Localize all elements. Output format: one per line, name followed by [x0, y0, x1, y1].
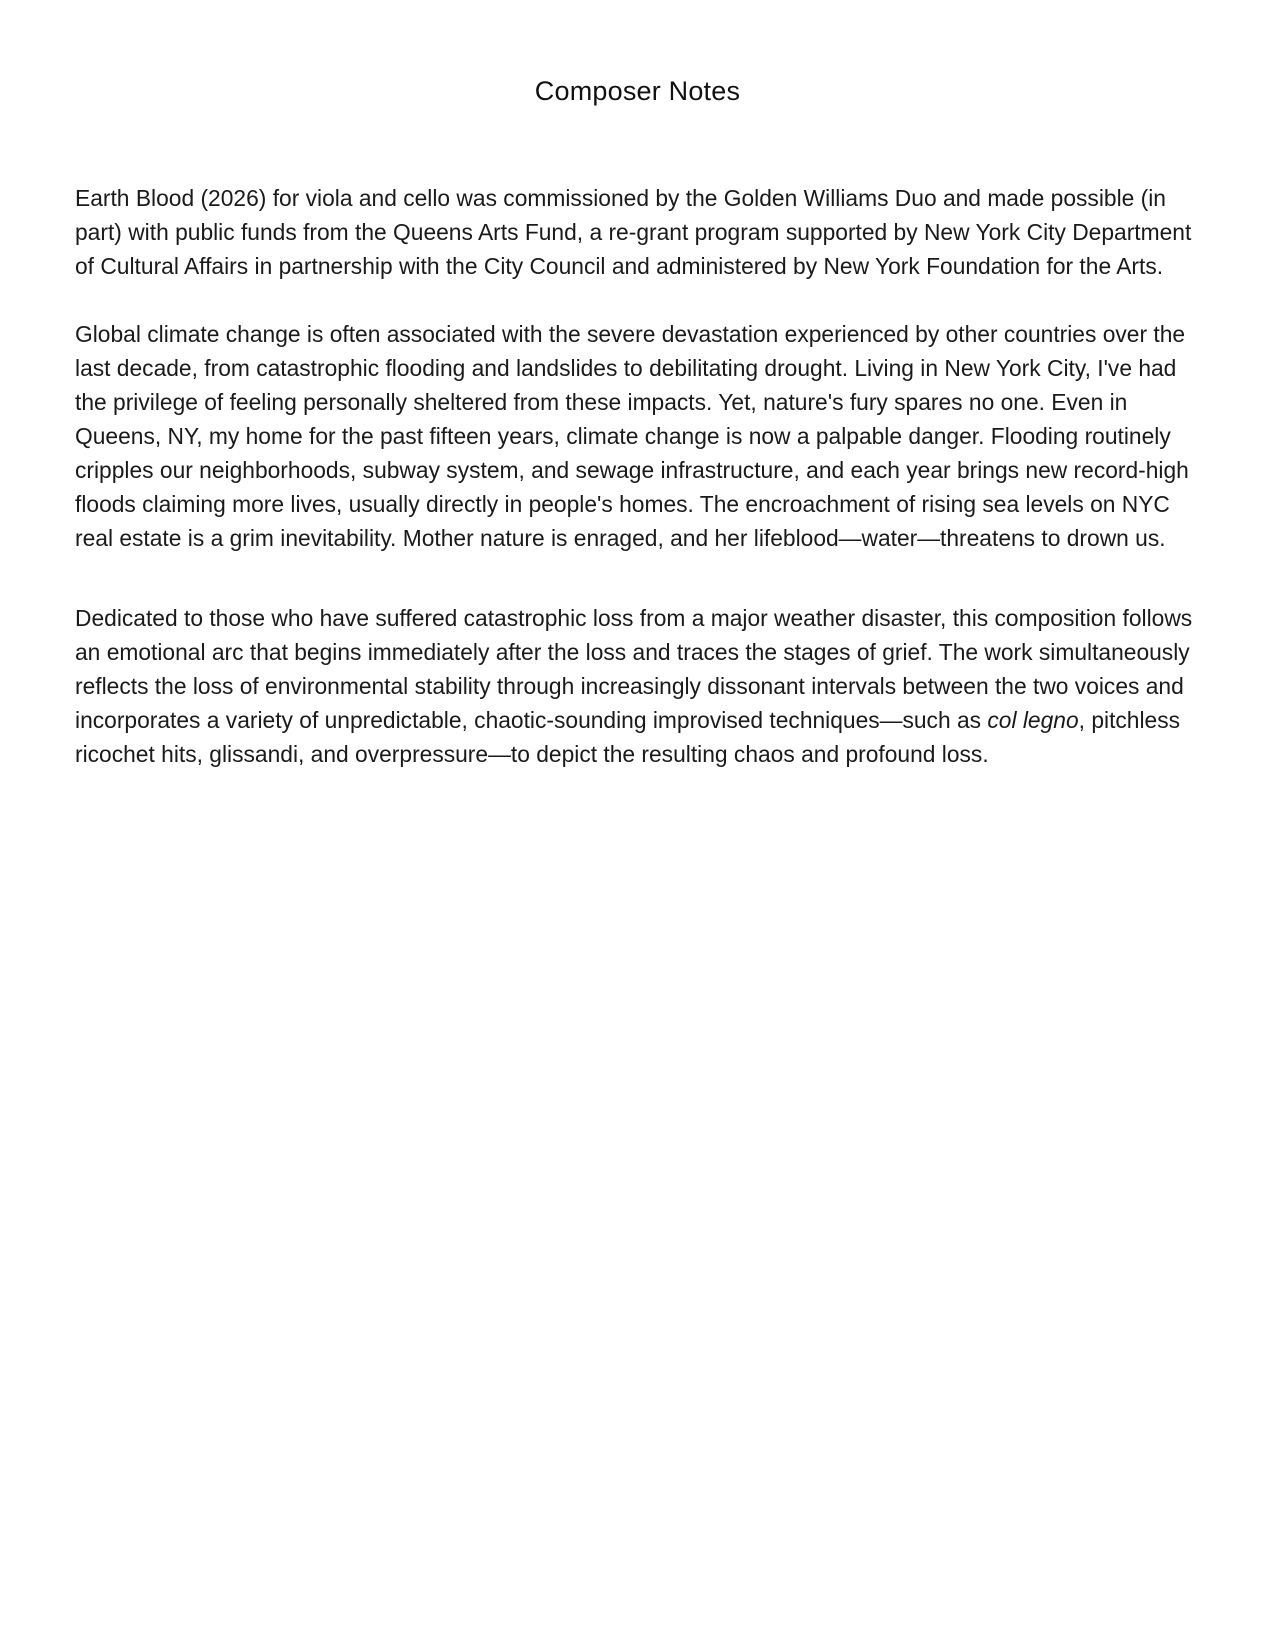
paragraph-climate-change: Global climate change is often associated with the severe devastation experienced by other countries over the last decade, from catastrophic flooding and landslides to debilitating drought. Living in New York City, I've had the privilege of feeling personally sheltered from these impacts. Yet, nature's fury spares no one. Even in Queens, NY, my home for the past fifteen years, climate change is now a palpable danger. Flooding routinely cripples our neighborhoods, subway system, and sewage infrastructure, and each year brings new record-high floods claiming more lives, usually directly in people's homes. The encroachment of rising sea levels on NYC real estate is a grim inevitability. Mother nature is enraged, and her lifeblood—water—threatens to drown us.: [75, 321, 1189, 551]
page-title: Composer Notes: [534, 76, 741, 106]
dedication-text-after: , pitchless ricochet hits, glissandi, and overpressure—to depict the resulting chaos and profound loss.: [75, 707, 1181, 767]
dedication-italic-term: col legno: [987, 707, 1079, 733]
paragraph-commission: Earth Blood (2026) for viola and cello was commissioned by the Golden Williams Duo and made possible (in part) with public funds from the Queens Arts Fund, a re-grant program supported by New York City Department of Cultural Affairs in partnership with the City Council and administered by New York Foundation for the Arts.: [75, 185, 1192, 279]
paragraph-dedication: [75, 601, 1200, 771]
notes-body: [75, 181, 1200, 771]
dedication-text-before: Dedicated to those who have suffered catastrophic loss from a major weather disaster, this composition follows an emotional arc that begins immediately after the loss and traces the stages of grief. The work simultaneously reflects the loss of environmental stability through increasingly dissonant intervals between the two voices and incorporates a variety of unpredictable, chaotic-sounding improvised techniques—such as: [75, 605, 1193, 733]
